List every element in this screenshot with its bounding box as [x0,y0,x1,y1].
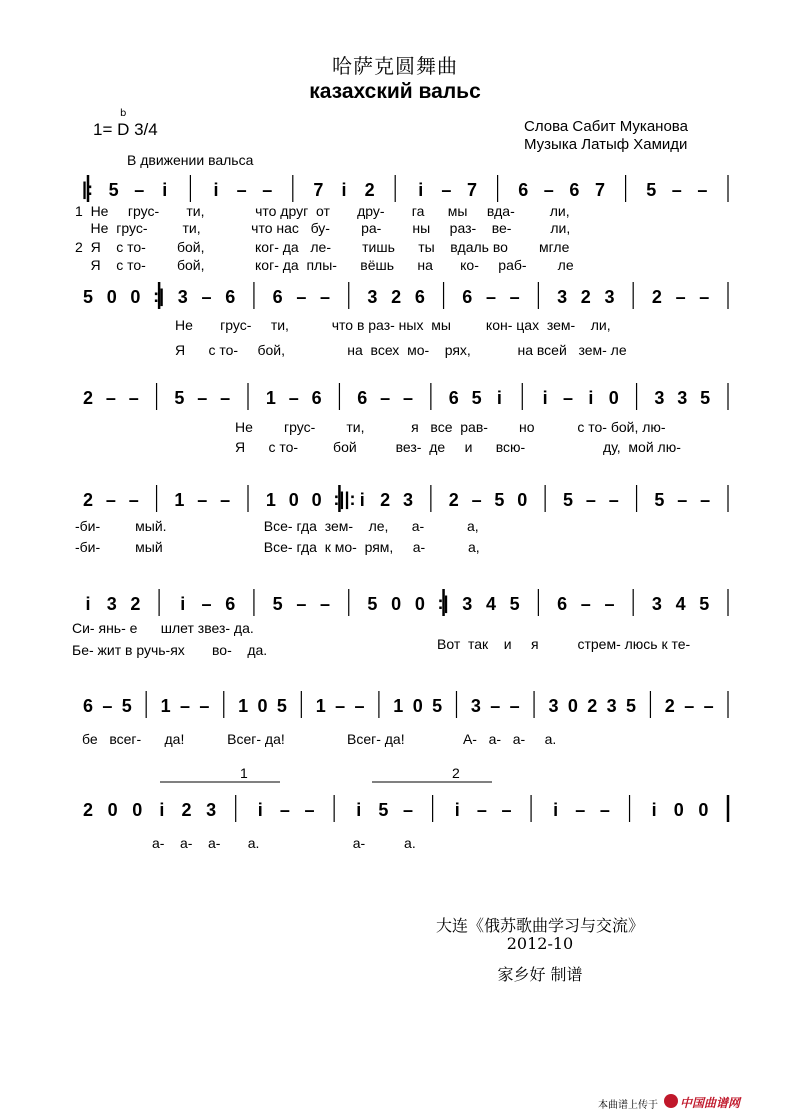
note: 6 [448,388,459,408]
note: 1 [315,696,326,716]
note: – [599,800,610,820]
note: – [199,696,210,716]
credit-music: Музыка Латыф Хамиди [524,136,688,153]
note: 5 [432,696,443,716]
note: – [604,594,615,614]
note: 3 [206,800,217,820]
note: i [341,180,347,200]
note: – [684,696,695,716]
note: 5 [646,180,657,200]
note: 6 [414,287,425,307]
note: 2 [580,287,591,307]
note: 1 [265,490,276,510]
note: 5 [108,180,119,200]
lyric-line: бе всег- да! Всег- да! Всег- да! А- а- а- а. [82,731,557,747]
note: – [128,490,139,510]
repeat-sign: :||: [333,489,356,509]
note: – [402,388,414,408]
note: 0 [698,800,709,820]
note: 6 [557,594,568,614]
note: 6 [462,287,473,307]
note: 3 [470,696,481,716]
note: 0 [106,287,117,307]
note: – [380,388,391,408]
note: – [580,594,591,614]
note: i [454,800,460,820]
note: – [197,490,208,510]
note: 1 [265,388,276,408]
note: – [201,594,212,614]
note: 5 [121,696,132,716]
note: – [304,800,315,820]
note: 0 [288,490,299,510]
note: 5 [494,490,505,510]
site-logo[interactable]: 中国曲谱网 [680,1096,741,1110]
note: 0 [107,800,118,820]
note: – [671,180,682,200]
note: 6 [82,696,94,716]
title-chinese: 哈萨克圆舞曲 [332,54,458,78]
note: – [220,490,231,510]
note: 2 [664,696,675,716]
note: – [509,287,520,307]
lyric-line: а- а- а- а. а- а. [152,835,416,851]
note: 0 [517,490,528,510]
note: – [677,490,688,510]
note: i [162,180,168,200]
note: 7 [313,180,324,200]
note: – [296,287,307,307]
note: – [128,388,139,408]
note: 3 [604,287,615,307]
note: 2 [82,800,94,820]
note: 2 [181,800,192,820]
note: 2 [82,490,94,510]
note: – [697,180,708,200]
note: i [180,594,186,614]
footer-source: 大连《俄苏歌曲学习与交流》 [435,916,644,935]
note: i [588,388,594,408]
note: 3 [462,594,473,614]
lyric-line: -би- мый Все- гда к мо- рям, а- а, [75,539,480,555]
note: 2 [587,696,598,716]
note: 3 [402,490,414,510]
note: i [542,388,548,408]
note: 0 [567,696,578,716]
title-russian: казахский вальс [309,80,481,103]
note: 3 [177,287,188,307]
note: 7 [466,180,478,200]
note: – [575,800,586,820]
note: 5 [700,388,711,408]
note: – [197,388,208,408]
credit-words: Слова Сабит Муканова [524,118,688,135]
note: – [476,800,487,820]
note: i [85,594,91,614]
footer-date: 2012-10 [506,934,574,953]
note: i [496,388,502,408]
note: i [418,180,424,200]
note: – [279,800,290,820]
note: 6 [357,388,368,408]
note: 2 [448,490,459,510]
note: 6 [225,287,236,307]
volta-number: 1 [240,765,248,781]
note: 5 [562,490,574,510]
note: 1 [160,696,171,716]
note: – [335,696,346,716]
note: 5 [509,594,520,614]
upload-text: 本曲谱上传于 [598,1100,658,1111]
note: – [296,594,307,614]
note: – [288,388,299,408]
note: 3 [606,696,617,716]
note: 1 [238,696,249,716]
note: 3 [557,287,568,307]
note: – [543,180,554,200]
note: 0 [412,696,423,716]
note: 5 [367,594,378,614]
repeat-sign: |: [82,179,94,199]
note: i [257,800,263,820]
note: i [356,800,362,820]
note: – [562,388,574,408]
note: 5 [378,800,389,820]
note: 0 [132,800,143,820]
note: – [608,490,619,510]
note: 1 [393,696,404,716]
note: 3 [654,388,665,408]
note: i [651,800,657,820]
repeat-sign: :| [437,593,449,613]
note: 4 [675,594,686,614]
note: 5 [471,388,482,408]
note: 2 [380,490,391,510]
note: – [134,180,145,200]
lyric-line: -би- мый. Все- гда зем- ле, а- а, [75,518,479,534]
note: 6 [311,388,322,408]
note: – [262,180,273,200]
note: 6 [569,180,580,200]
note: 5 [654,490,665,510]
note: 6 [225,594,236,614]
note: 5 [626,696,637,716]
note: 2 [130,594,141,614]
note: 3 [106,594,117,614]
note: 5 [276,696,287,716]
lyric-line: 1 Не грус- ти, что друг от дру- га мы вда- ли, [75,203,570,219]
note: 2 [82,388,94,408]
note: i [553,800,559,820]
note: – [320,594,331,614]
note: – [201,287,212,307]
note: – [441,180,452,200]
note: 2 [391,287,402,307]
note: 3 [367,287,378,307]
note: 2 [651,287,662,307]
note: i [359,490,365,510]
note: 2 [364,180,375,200]
note: – [485,287,496,307]
note: – [703,696,714,716]
lyric-line: Не грус- ти, что нас бу- ра- ны раз- ве- ли, [75,220,571,236]
note: 3 [548,696,559,716]
note: 5 [174,388,185,408]
note: 3 [651,594,662,614]
note: – [700,490,711,510]
note: – [471,490,482,510]
note: 1 [174,490,185,510]
note: 0 [391,594,402,614]
note: 7 [594,180,606,200]
lyric-line: Я с то- бой вез- де и всю- ду, мой лю- [235,439,681,455]
lyric-line: Бе- жит в ручь-ях во- да. [72,642,268,658]
note: – [402,800,414,820]
lyric-line: Не грус- ти, что в раз- ных мы кон- цах зем- ли, [175,317,611,333]
repeat-sign: :| [153,286,165,306]
note: – [179,696,190,716]
volta-number: 2 [452,765,460,781]
note: 4 [485,594,496,614]
footer-maker: 家乡好 制谱 [497,965,583,984]
note: 5 [699,594,710,614]
note: 3 [677,388,688,408]
note: 0 [311,490,322,510]
lyric-line: Не грус- ти, я все рав- но с то- бой, лю- [235,419,666,435]
note: 0 [414,594,425,614]
note: 5 [272,594,283,614]
note: 5 [82,287,94,307]
lyric-line: Си- янь- е шлет звез- да. [72,620,254,636]
note: 0 [130,287,141,307]
note: – [354,696,365,716]
note: – [220,388,231,408]
lyric-line: Я с то- бой, на всех мо- рях, на всей зем- ле [175,342,627,358]
key-and-time-signature: 1= D 3/4 [93,120,158,139]
note: – [675,287,686,307]
note: 0 [673,800,684,820]
note: – [585,490,596,510]
note: – [320,287,331,307]
note: – [509,696,520,716]
note: 0 [608,388,619,408]
note: i [213,180,219,200]
note: 6 [272,287,283,307]
key-flat-sign: b [120,108,127,119]
note: – [699,287,710,307]
lyric-line: Я с то- бой, ког- да плы- вёшь на ко- раб- ле [75,257,574,273]
note: 6 [518,180,529,200]
note: – [501,800,512,820]
note: – [105,388,116,408]
lyric-line: Вот так и я стрем- люсь к те- [437,636,691,652]
note: – [105,490,116,510]
logo-icon [664,1094,678,1108]
lyric-line: 2 Я с то- бой, ког- да ле- тишь ты вдаль во мгле [75,239,570,255]
note: i [159,800,165,820]
note: 0 [257,696,268,716]
note: – [236,180,247,200]
note: – [490,696,501,716]
note: – [102,696,113,716]
tempo-marking: В движении вальса [127,152,254,168]
